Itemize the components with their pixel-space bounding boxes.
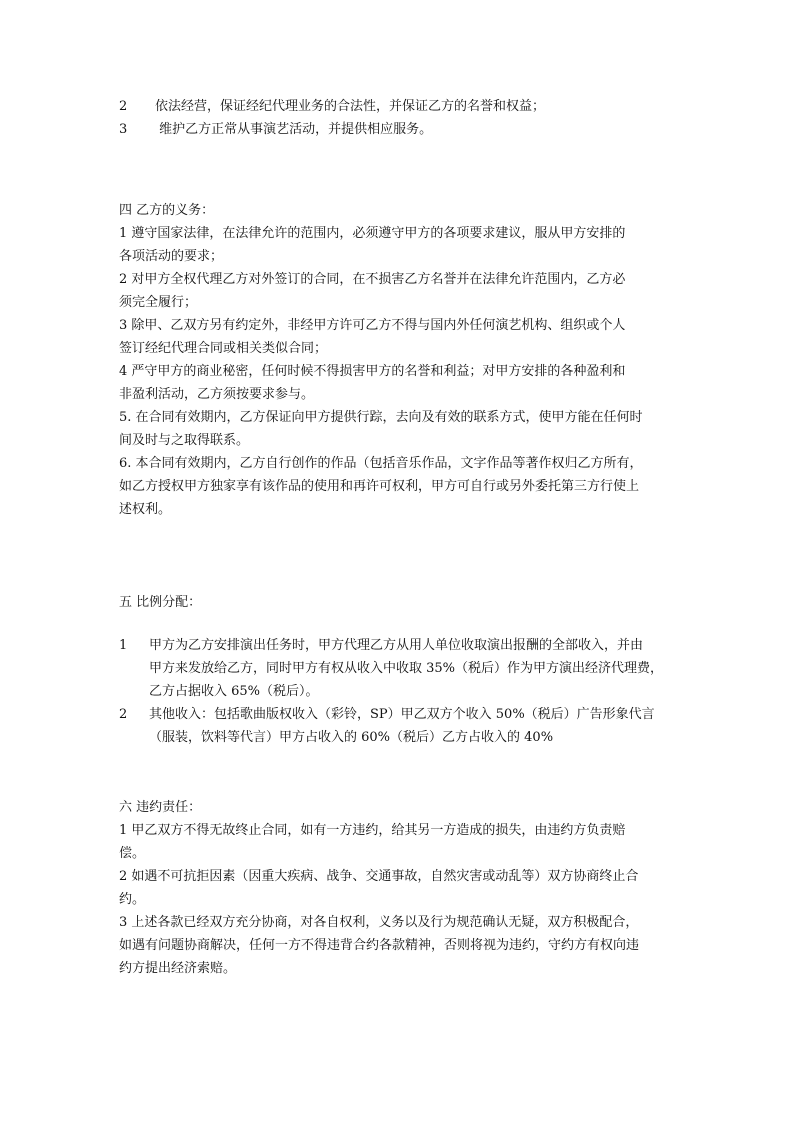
section-liability: [119, 796, 679, 980]
item-number: 3: [119, 122, 128, 137]
section-heading: 五 比例分配：: [119, 595, 202, 610]
list-item: [119, 118, 679, 141]
item-line: 约。: [119, 892, 146, 907]
item-line: 如遇有问题协商解决，任何一方不得违背合约各款精神，否则将视为违约，守约方有权向违: [119, 938, 640, 953]
list-item: [119, 634, 679, 703]
item-line: 其他收入：包括歌曲版权收入（彩铃，SP）甲乙双方个收入 50%（税后）广告形象代言: [149, 707, 655, 722]
item-line: 4 严守甲方的商业秘密，任何时候不得损害甲方的名誉和利益；对甲方安排的各种盈利和: [119, 364, 626, 379]
item-line: 6. 本合同有效期内，乙方自行创作的作品（包括音乐作品，文字作品等著作权归乙方所有，: [119, 456, 643, 471]
list-item: [119, 222, 679, 268]
item-line: 5. 在合同有效期内，乙方保证向甲方提供行踪，去向及有效的联系方式，使甲方能在任何时: [119, 410, 643, 425]
item-line: 1 甲乙双方不得无故终止合同，如有一方违约，给其另一方造成的损失，由违约方负责赔: [119, 823, 626, 838]
section-obligations: [119, 199, 679, 521]
item-line: 各项活动的要求；: [119, 249, 224, 264]
item-line: 间及时与之取得联系。: [119, 433, 250, 448]
item-number: 2: [119, 99, 128, 114]
item-line: 3 上述各款已经双方充分协商，对各自权利，义务以及行为规范确认无疑，双方积极配合，: [119, 915, 639, 930]
item-line: 2 对甲方全权代理乙方对外签订的合同，在不损害乙方名誉并在法律允许范围内，乙方必: [119, 272, 626, 287]
item-line: 非盈利活动，乙方须按要求参与。: [119, 387, 315, 402]
section-heading: 四 乙方的义务：: [119, 203, 215, 218]
list-item: [119, 268, 679, 314]
item-number: 1: [119, 638, 128, 653]
item-text: 依法经营，保证经纪代理业务的合法性，并保证乙方的名誉和权益；: [155, 99, 546, 114]
item-line: 乙方占据收入 65%（税后）。: [149, 684, 319, 699]
item-number: 2: [119, 707, 128, 722]
item-line: 须完全履行；: [119, 295, 198, 310]
item-line: （服装，饮料等代言）甲方占收入的 60%（税后）乙方占收入的 40%: [149, 730, 554, 745]
item-line: 甲方来发放给乙方，同时甲方有权从收入中收取 35%（税后）作为甲方演出经济代理费，: [149, 661, 664, 676]
item-line: 2 如遇不可抗拒因素（因重大疾病、战争、交通事故，自然灾害或动乱等）双方协商终止合: [119, 869, 639, 884]
item-line: 签订经纪代理合同或相关类似合同；: [119, 341, 328, 356]
item-text: 维护乙方正常从事演艺活动，并提供相应服务。: [155, 122, 433, 137]
list-item: [119, 95, 679, 118]
item-line: 如乙方授权甲方独家享有该作品的使用和再许可权利，甲方可自行或另外委托第三方行使上: [119, 479, 640, 494]
section-distribution: [119, 591, 679, 749]
section-heading: 六 违约责任：: [119, 800, 202, 815]
list-item: [119, 703, 679, 749]
list-item: [119, 911, 679, 980]
list-item: [119, 452, 679, 521]
top-list: [119, 95, 679, 141]
list-item: [119, 314, 679, 360]
item-line: 述权利。: [119, 502, 172, 517]
list-item: [119, 360, 679, 406]
list-item: [119, 865, 679, 911]
item-line: 偿。: [119, 846, 146, 861]
item-line: 1 遵守国家法律，在法律允许的范围内，必须遵守甲方的各项要求建议，服从甲方安排的: [119, 226, 626, 241]
list-item: [119, 406, 679, 452]
item-line: 甲方为乙方安排演出任务时，甲方代理乙方从用人单位收取演出报酬的全部收入，并由: [149, 638, 644, 653]
item-line: 约方提出经济索赔。: [119, 961, 237, 976]
item-line: 3 除甲、乙双方另有约定外，非经甲方许可乙方不得与国内外任何演艺机构、组织或个人: [119, 318, 626, 333]
list-item: [119, 819, 679, 865]
